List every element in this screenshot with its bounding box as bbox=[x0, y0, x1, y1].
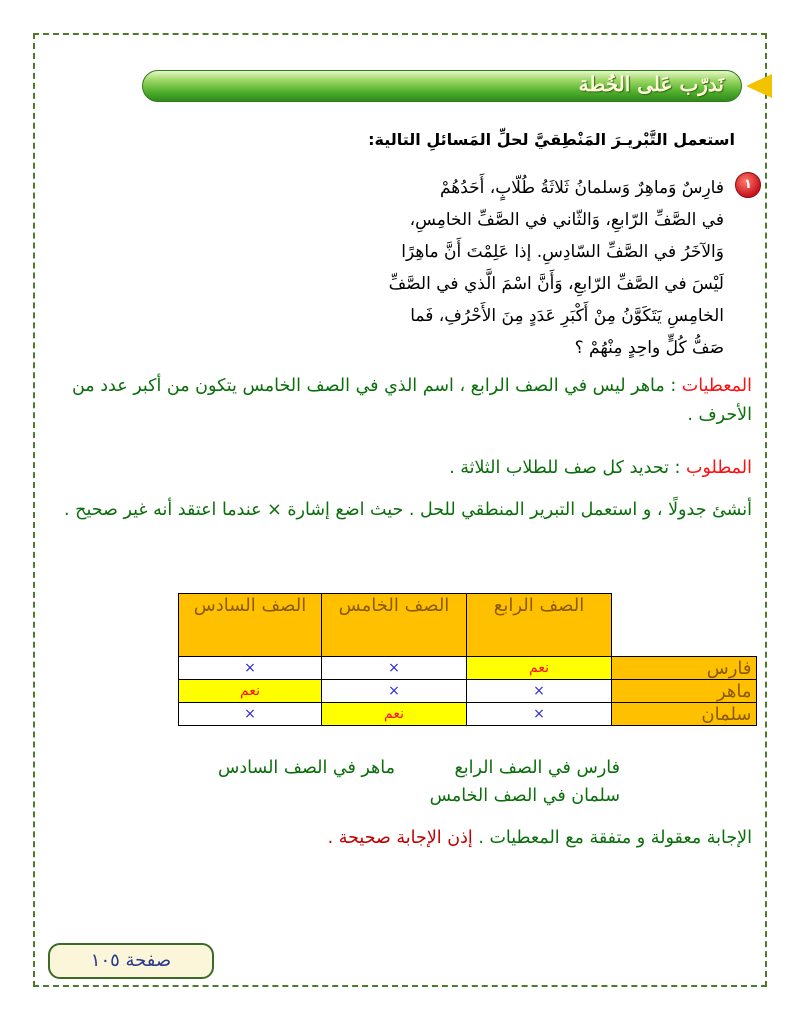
yellow-arrow-icon bbox=[746, 74, 772, 98]
banner-title: نَدرّب عَلى الخُطة bbox=[578, 72, 724, 96]
method: أنشئ جدولًا ، و استعمل التبرير المنطقي للحل . حيث اضع إشارة × عندما اعتقد أنه غير صحيح . bbox=[64, 500, 752, 520]
section-banner bbox=[142, 68, 772, 106]
table-row bbox=[179, 657, 757, 680]
required-text: : تحديد كل صف للطلاب الثلاثة . bbox=[449, 458, 687, 478]
result-salman: سلمان في الصف الخامس bbox=[429, 786, 620, 806]
problem-line: في الصَّفِّ الرّابعِ، وَالثّاني في الصَّفِّ الخامِسِ، bbox=[409, 210, 724, 230]
required bbox=[449, 454, 752, 483]
conclusion-text: الإجابة معقولة و متفقة مع المعطيات . bbox=[472, 828, 752, 848]
problem-line: وَالآخَرُ في الصَّفِّ السّادِسِ. إذا عَلِمْتَ أَنَّ ماهِرًا bbox=[401, 242, 724, 262]
problem-line: لَيْسَ في الصَّفِّ الرّابعِ، وَأَنَّ اسْمَ الَّذي في الصَّفِّ bbox=[388, 274, 724, 294]
logic-table bbox=[178, 593, 757, 726]
problem-line: صَفُّ كُلٍّ واحِدٍ مِنْهُمْ ؟ bbox=[574, 338, 724, 358]
problem-line: فارِسٌ وَماهِرٌ وَسلمانُ ثَلاثَةُ طُلّابٍ، أَحَدُهُمْ bbox=[439, 178, 724, 198]
row-label: سلمان bbox=[612, 703, 757, 726]
givens-text: : ماهر ليس في الصف الرابع ، اسم الذي في الصف الخامس يتكون من أكبر عدد من الأحرف . bbox=[71, 376, 752, 425]
problem-text bbox=[144, 172, 724, 364]
table-cell: نعم bbox=[467, 657, 612, 680]
result-fares: فارس في الصف الرابع bbox=[454, 758, 620, 778]
problem-line: الخامِسِ يَتَكَوَّنُ مِنْ أَكْبَرِ عَدَدٍ مِنَ الأَحْرُفِ، فَما bbox=[410, 306, 724, 326]
givens bbox=[47, 372, 752, 430]
table-row bbox=[179, 703, 757, 726]
instruction: استعمل التَّبْريـرَ المَنْطِقيَّ لحلِّ المَسائلِ التالية: bbox=[368, 130, 735, 149]
required-label: المطلوب bbox=[686, 458, 752, 478]
table-cell: × bbox=[467, 680, 612, 703]
givens-label: المعطيات bbox=[681, 376, 752, 396]
column-header: الصف الرابع bbox=[467, 594, 612, 657]
table-corner bbox=[612, 594, 757, 657]
column-header: الصف الخامس bbox=[322, 594, 467, 657]
column-header: الصف السادس bbox=[179, 594, 322, 657]
table-cell: × bbox=[322, 680, 467, 703]
conclusion bbox=[328, 828, 752, 848]
row-label: ماهر bbox=[612, 680, 757, 703]
question-number-badge: ١ bbox=[735, 172, 761, 198]
table-cell: × bbox=[322, 657, 467, 680]
conclusion-emphasis: إذن الإجابة صحيحة . bbox=[327, 828, 473, 848]
result-maher: ماهر في الصف السادس bbox=[217, 758, 395, 778]
table-cell: نعم bbox=[179, 680, 322, 703]
row-label: فارس bbox=[612, 657, 757, 680]
table-cell: نعم bbox=[322, 703, 467, 726]
table-cell: × bbox=[179, 703, 322, 726]
page-number-badge: صفحة ١٠٥ bbox=[48, 943, 214, 979]
table-cell: × bbox=[467, 703, 612, 726]
table-header-row bbox=[179, 594, 757, 657]
table-cell: × bbox=[179, 657, 322, 680]
table-row bbox=[179, 680, 757, 703]
